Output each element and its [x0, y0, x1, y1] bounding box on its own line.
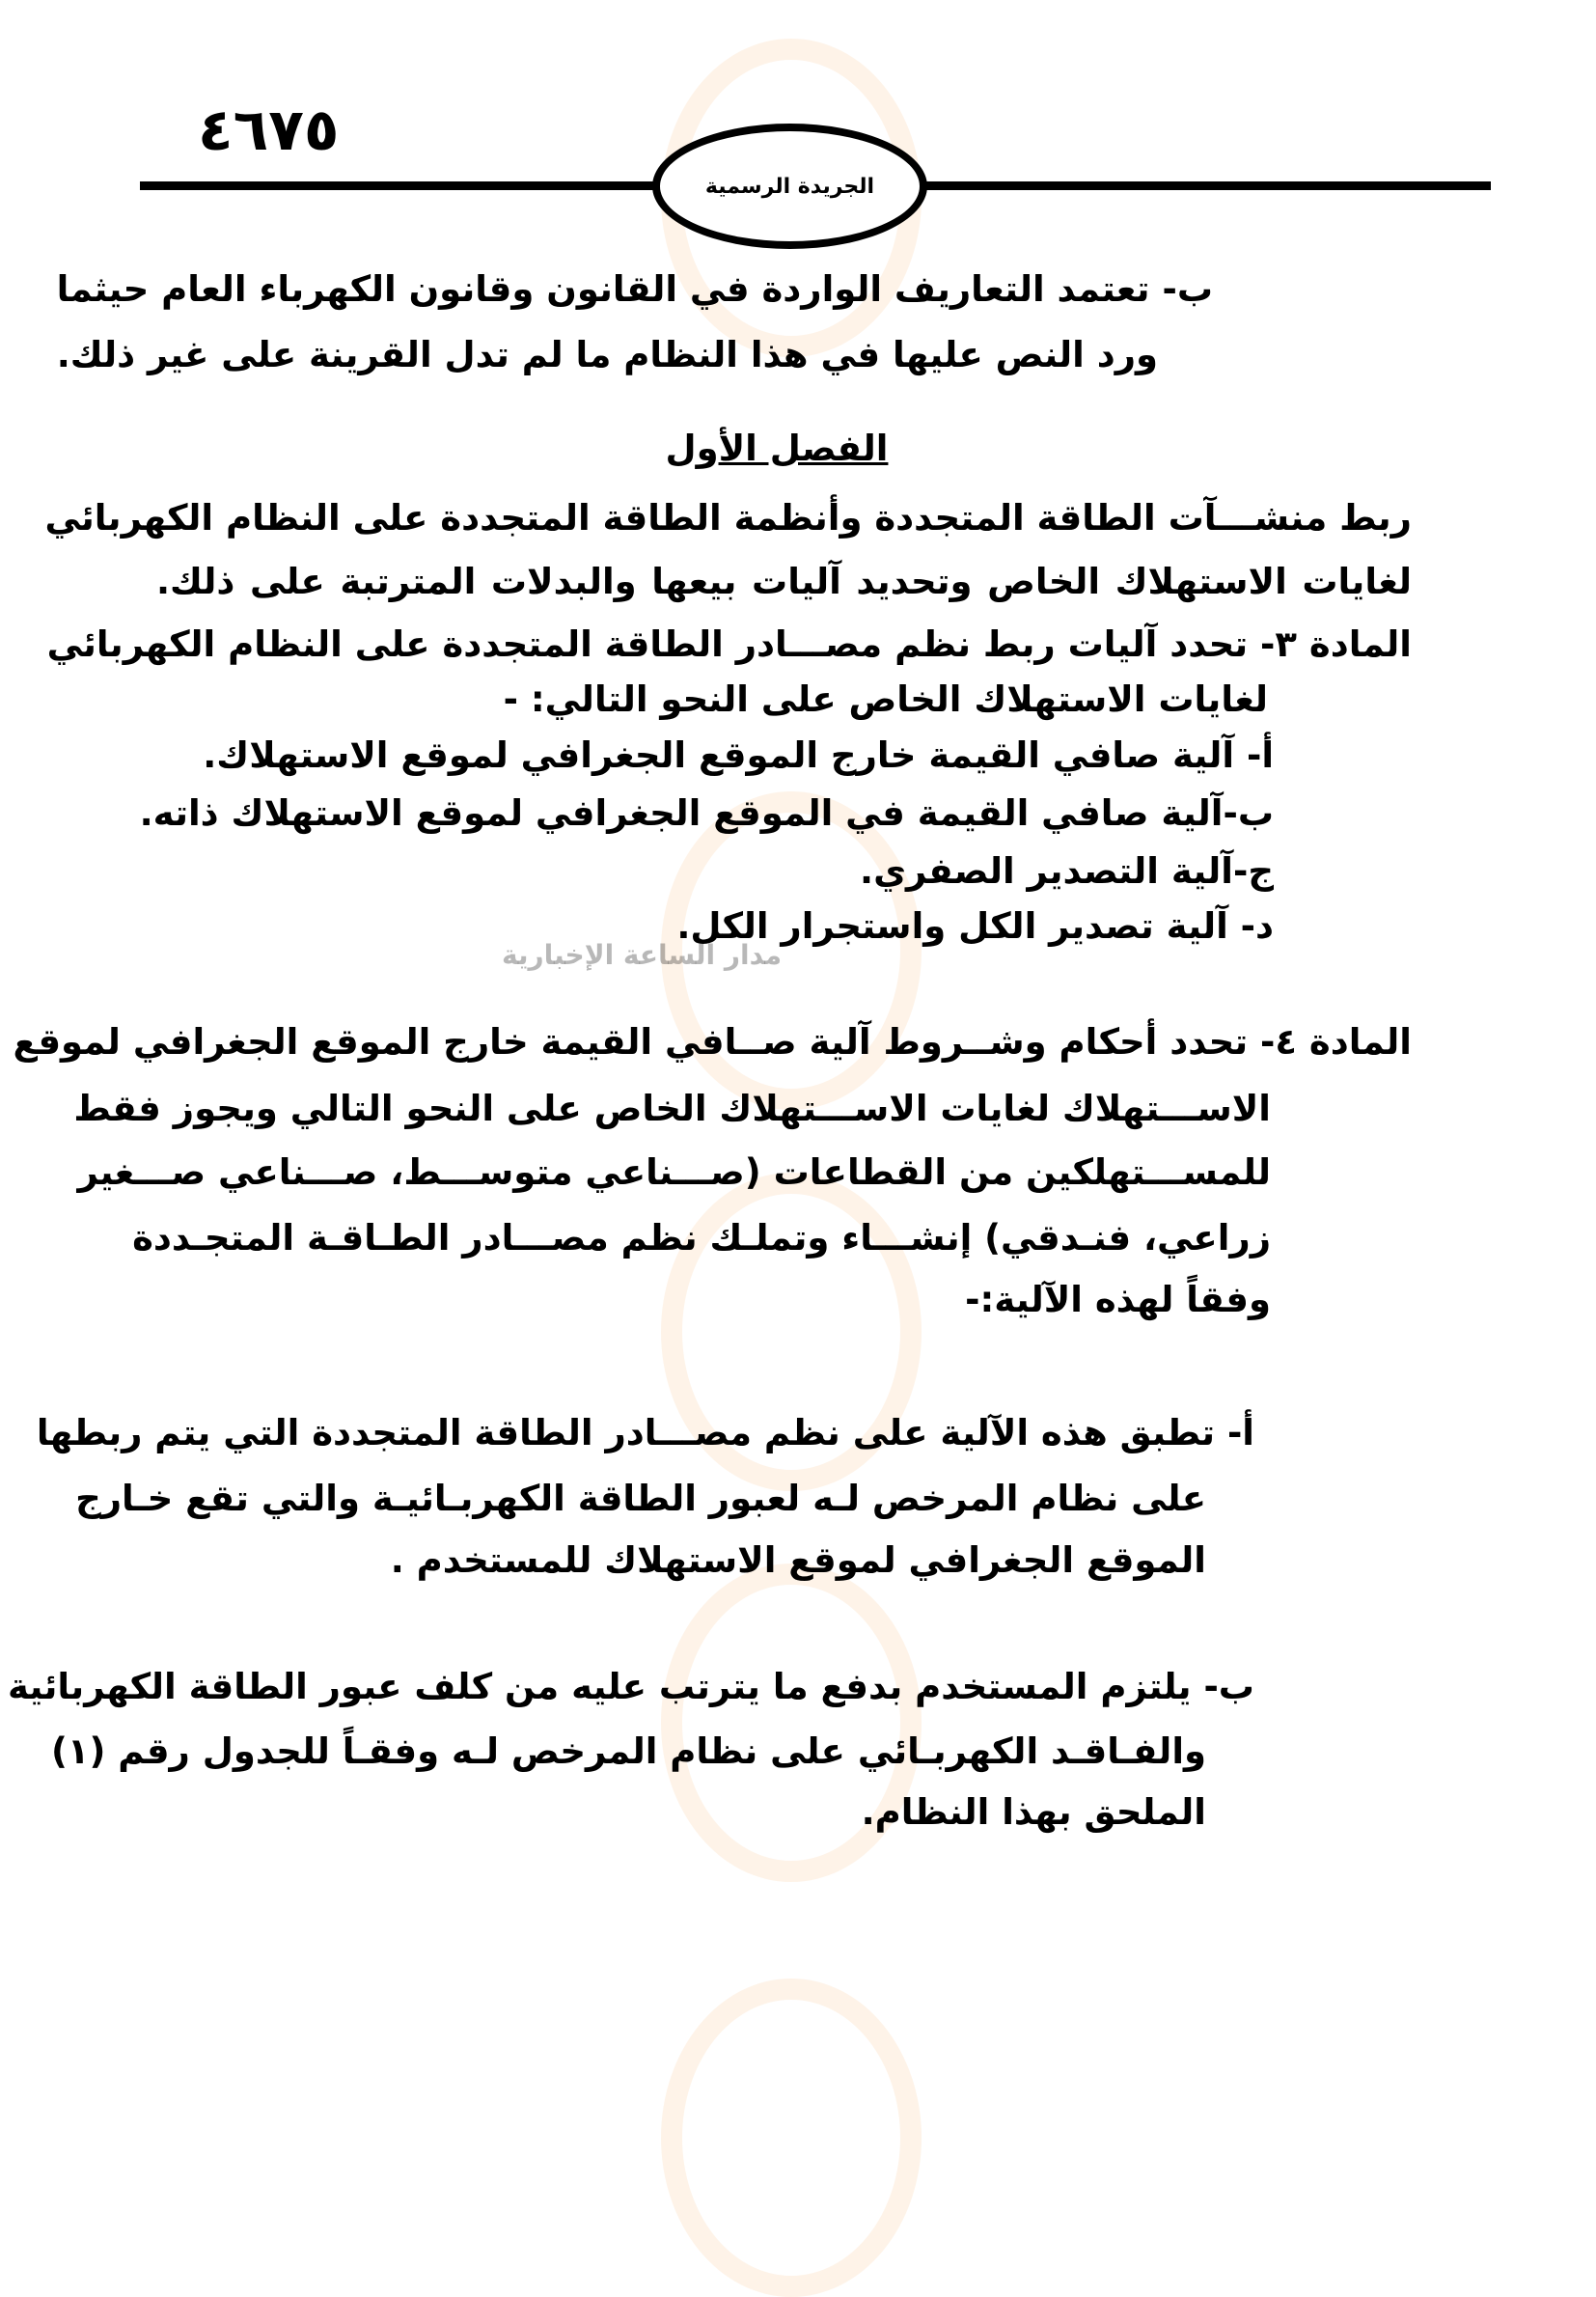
article3-item: د- آلية تصدير الكل واستجرار الكل. [676, 905, 1274, 947]
article3-line: المادة ٣- تحدد آليات ربط نظم مصـــادر الطاقة المتجددة على النظام الكهربائي [46, 623, 1412, 665]
article4-b-line: والفـاقـد الكهربـائي على نظام المرخص لـه وفقـاً للجدول رقم (١) [51, 1730, 1206, 1772]
para-line: ب- تعتمد التعاريف الواردة في القانون وقانون الكهرباء العام حيثما [56, 268, 1213, 310]
article4-line: الاســـتهلاك لغايات الاســـتهلاك الخاص على النحو التالي ويجوز فقط [73, 1088, 1271, 1129]
article4-a-line: على نظام المرخص لـه لعبور الطاقة الكهربـائيـة والتي تقع خـارج [75, 1478, 1206, 1519]
article4-line: وفقاً لهذه الآلية:- [965, 1279, 1271, 1320]
article3-item: أ- آلية صافي القيمة خارج الموقع الجغرافي لموقع الاستهلاك. [203, 734, 1274, 776]
chapter-desc-line: ربط منشـــآت الطاقة المتجددة وأنظمة الطاقة المتجددة على النظام الكهربائي [44, 497, 1412, 539]
article4-a-line: أ- تطبق هذه الآلية على نظم مصـــادر الطاقة المتجددة التي يتم ربطها [36, 1412, 1254, 1453]
gazette-title: الجريدة الرسمية [704, 174, 875, 199]
article4-b-line: ب- يلتزم المستخدم بدفع ما يترتب عليه من كلف عبور الطاقة الكهربائية [7, 1666, 1254, 1707]
article4-line: المادة ٤- تحدد أحكام وشــروط آلية صــافي القيمة خارج الموقع الجغرافي لموقع [13, 1021, 1412, 1063]
watermark-logo [661, 1979, 922, 2297]
article3-item: ج-آلية التصدير الصفري. [860, 850, 1274, 892]
article4-a-line: الموقع الجغرافي لموقع الاستهلاك للمستخدم . [390, 1539, 1206, 1581]
article3-line: لغايات الاستهلاك الخاص على النحو التالي: - [503, 678, 1268, 720]
para-line: ورد النص عليها في هذا النظام ما لم تدل القرينة على غير ذلك. [56, 334, 1158, 375]
article4-b-line: الملحق بهذا النظام. [861, 1791, 1206, 1833]
article4-line: زراعي، فنـدقي) إنشـــاء وتملـك نظم مصـــادر الطـاقـة المتجـددة [132, 1217, 1271, 1259]
watermark-text: مدار الساعة الإخبارية [502, 939, 783, 971]
article3-item: ب-آلية صافي القيمة في الموقع الجغرافي لموقع الاستهلاك ذاته. [139, 792, 1274, 834]
gazette-title-oval [652, 124, 927, 249]
article4-line: للمســـتهلكين من القطاعات (صـــناعي متوســـط، صـــناعي صـــغير [77, 1151, 1271, 1193]
chapter-desc-line: لغايات الاستهلاك الخاص وتحديد آليات بيعها والبدلات المترتبة على ذلك. [156, 561, 1412, 602]
chapter-title: الفصل الأول [665, 428, 889, 469]
page-number: ٤٦٧٥ [198, 97, 340, 164]
